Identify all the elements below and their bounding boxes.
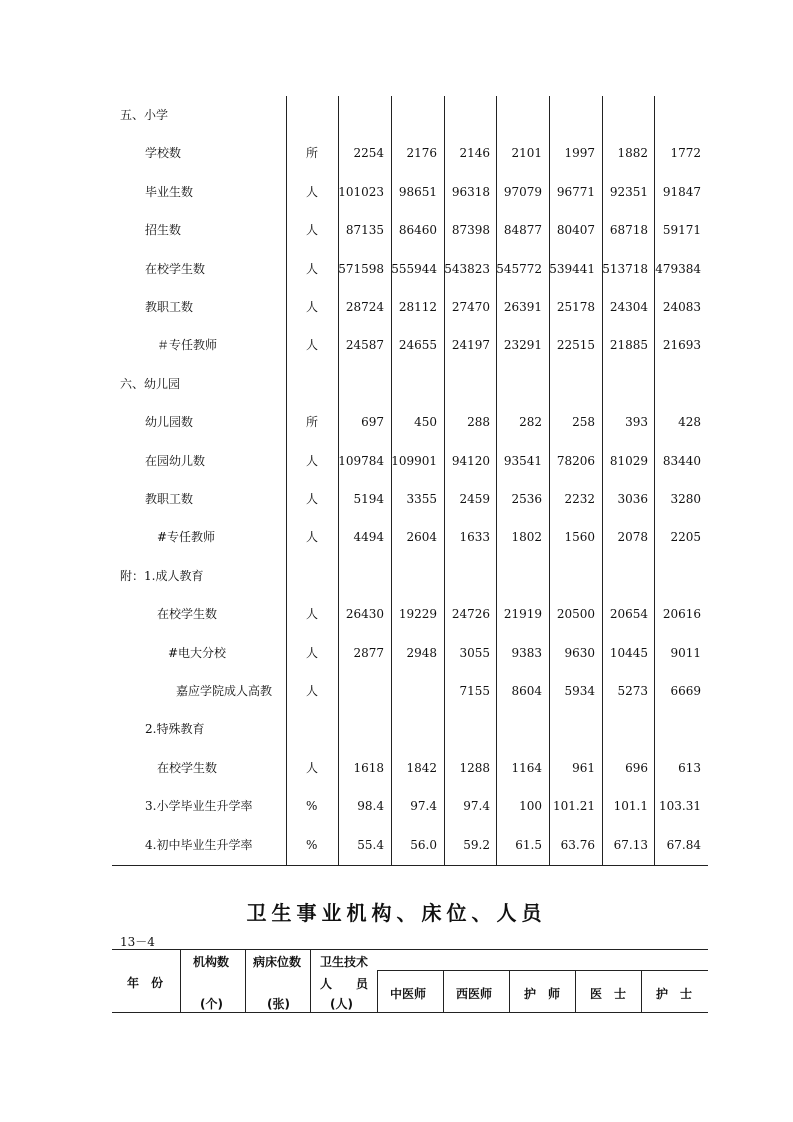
row-label: 教职工数 (145, 300, 194, 314)
row-value: 393 (625, 415, 648, 429)
row-unit: 人 (306, 185, 319, 199)
row-value: 555944 (391, 262, 437, 276)
table-divider (549, 96, 550, 866)
row-value: 450 (414, 415, 437, 429)
row-value: 543823 (444, 262, 490, 276)
row-value: 539441 (549, 262, 595, 276)
row-value: 61.5 (515, 838, 542, 852)
row-unit: 人 (306, 684, 319, 698)
row-label: 幼儿园数 (145, 415, 194, 429)
header-divider (245, 949, 246, 1012)
row-value: 19229 (398, 607, 437, 621)
row-unit: 人 (306, 761, 319, 775)
row-value: 24197 (451, 338, 490, 352)
section-title: 卫生事业机构、床位、人员 (246, 901, 547, 925)
row-value: 80407 (556, 223, 595, 237)
table-divider (654, 96, 655, 866)
row-value: 98651 (398, 185, 437, 199)
row-value: 59171 (662, 223, 701, 237)
header-divider (180, 949, 181, 1012)
row-value: 428 (678, 415, 701, 429)
row-label: 在校学生数 (157, 761, 218, 775)
row-value: 93541 (503, 454, 542, 468)
header-divider (641, 970, 642, 1012)
row-value: 961 (572, 761, 595, 775)
nurse-header: 护 士 (656, 987, 693, 1001)
row-value: 479384 (655, 262, 701, 276)
row-value: 87398 (451, 223, 490, 237)
row-value: 23291 (503, 338, 542, 352)
row-value: 67.13 (613, 838, 648, 852)
table-divider (496, 96, 497, 866)
row-value: 3280 (670, 492, 701, 506)
row-value: 2948 (406, 646, 437, 660)
row-value: 9383 (511, 646, 542, 660)
header-divider (575, 970, 576, 1012)
row-value: 55.4 (357, 838, 384, 852)
row-value: 6669 (670, 684, 701, 698)
row-unit: 人 (306, 454, 319, 468)
header-divider (310, 949, 311, 1012)
institutions-header: 机构数 (193, 955, 230, 969)
row-label: 2.特殊教育 (145, 722, 205, 736)
row-label: 在校学生数 (157, 607, 218, 621)
row-value: 5273 (617, 684, 648, 698)
row-value: 2232 (564, 492, 595, 506)
western-doctor-header: 西医师 (456, 987, 493, 1001)
row-value: 28112 (398, 300, 437, 314)
row-value: 100 (519, 799, 542, 813)
table-divider (391, 96, 392, 866)
row-label: #专任教师 (157, 530, 216, 544)
row-value: 96771 (556, 185, 595, 199)
row-label: 六、幼儿园 (120, 377, 181, 391)
table-bottom-rule (112, 865, 708, 866)
row-label: 3.小学毕业生升学率 (145, 799, 253, 813)
table-divider (444, 96, 445, 866)
row-value: 4494 (353, 530, 384, 544)
table-divider (602, 96, 603, 866)
row-label: 招生数 (145, 223, 182, 237)
row-value: 59.2 (463, 838, 490, 852)
row-value: 25178 (556, 300, 595, 314)
header-top-rule (112, 949, 708, 950)
row-label: ＃专任教师 (157, 338, 218, 352)
row-unit: % (306, 799, 318, 813)
row-value: 26430 (345, 607, 384, 621)
row-value: 101.1 (613, 799, 648, 813)
row-label: #电大分校 (168, 646, 227, 660)
row-value: 78206 (556, 454, 595, 468)
row-value: 697 (361, 415, 384, 429)
row-label: 教职工数 (145, 492, 194, 506)
row-value: 101023 (338, 185, 384, 199)
row-value: 109901 (391, 454, 437, 468)
row-value: 1997 (564, 146, 595, 160)
row-value: 22515 (556, 338, 595, 352)
row-value: 97079 (503, 185, 542, 199)
row-value: 10445 (609, 646, 648, 660)
row-label: 五、小学 (120, 108, 169, 122)
institutions-unit: (个) (200, 997, 223, 1011)
row-value: 258 (572, 415, 595, 429)
staff-header: 卫生技术 (320, 955, 369, 969)
row-value: 8604 (511, 684, 542, 698)
row-value: 24083 (662, 300, 701, 314)
row-value: 2536 (511, 492, 542, 506)
row-unit: 所 (306, 146, 319, 160)
row-value: 63.76 (560, 838, 595, 852)
row-value: 1842 (406, 761, 437, 775)
row-unit: 人 (306, 223, 319, 237)
row-unit: 人 (306, 646, 319, 660)
row-value: 2176 (406, 146, 437, 160)
row-value: 27470 (451, 300, 490, 314)
row-value: 67.84 (666, 838, 701, 852)
row-value: 288 (467, 415, 490, 429)
row-label: 附：1.成人教育 (120, 569, 204, 583)
row-value: 282 (519, 415, 542, 429)
row-value: 24304 (609, 300, 648, 314)
row-value: 81029 (609, 454, 648, 468)
table-divider (338, 96, 339, 866)
row-value: 24587 (345, 338, 384, 352)
row-value: 2254 (353, 146, 384, 160)
assistant-doctor-header: 医 士 (590, 987, 627, 1001)
row-value: 3055 (459, 646, 490, 660)
row-value: 5194 (353, 492, 384, 506)
row-unit: 人 (306, 607, 319, 621)
header-divider (377, 970, 378, 1012)
row-value: 1164 (511, 761, 542, 775)
row-value: 96318 (451, 185, 490, 199)
row-value: 513718 (602, 262, 648, 276)
row-unit: % (306, 838, 318, 852)
row-unit: 人 (306, 262, 319, 276)
row-value: 87135 (345, 223, 384, 237)
row-value: 2101 (511, 146, 542, 160)
beds-header: 病床位数 (253, 955, 302, 969)
row-value: 1560 (564, 530, 595, 544)
row-value: 24726 (451, 607, 490, 621)
row-value: 1288 (459, 761, 490, 775)
row-value: 103.31 (659, 799, 701, 813)
row-value: 7155 (459, 684, 490, 698)
row-unit: 人 (306, 338, 319, 352)
row-value: 2877 (353, 646, 384, 660)
header-divider (443, 970, 444, 1012)
row-value: 101.21 (553, 799, 595, 813)
row-value: 2078 (617, 530, 648, 544)
row-value: 24655 (398, 338, 437, 352)
row-value: 2146 (459, 146, 490, 160)
header-divider (509, 970, 510, 1012)
row-label: 毕业生数 (145, 185, 194, 199)
row-value: 545772 (496, 262, 542, 276)
row-value: 20654 (609, 607, 648, 621)
row-value: 2604 (406, 530, 437, 544)
row-value: 9011 (670, 646, 701, 660)
row-value: 84877 (503, 223, 542, 237)
row-value: 3036 (617, 492, 648, 506)
row-value: 83440 (662, 454, 701, 468)
row-value: 91847 (662, 185, 701, 199)
row-value: 1802 (511, 530, 542, 544)
row-label: 嘉应学院成人高教 (176, 684, 273, 698)
row-value: 56.0 (410, 838, 437, 852)
row-value: 2459 (459, 492, 490, 506)
row-value: 613 (678, 761, 701, 775)
senior-nurse-header: 护 师 (524, 987, 561, 1001)
row-value: 1633 (459, 530, 490, 544)
row-value: 20616 (662, 607, 701, 621)
header-bottom-rule (112, 1012, 708, 1013)
row-value: 1618 (353, 761, 384, 775)
row-value: 571598 (338, 262, 384, 276)
row-value: 20500 (556, 607, 595, 621)
table-divider (286, 96, 287, 866)
row-value: 21885 (609, 338, 648, 352)
row-value: 9630 (564, 646, 595, 660)
row-value: 5934 (564, 684, 595, 698)
row-value: 28724 (345, 300, 384, 314)
row-value: 68718 (609, 223, 648, 237)
row-value: 98.4 (357, 799, 384, 813)
row-value: 86460 (398, 223, 437, 237)
row-value: 92351 (609, 185, 648, 199)
row-value: 696 (625, 761, 648, 775)
staff-unit: (人) (330, 997, 353, 1011)
row-value: 21693 (662, 338, 701, 352)
row-value: 1772 (670, 146, 701, 160)
row-value: 26391 (503, 300, 542, 314)
beds-unit: (张) (267, 997, 290, 1011)
row-unit: 所 (306, 415, 319, 429)
row-label: 学校数 (145, 146, 182, 160)
row-value: 1882 (617, 146, 648, 160)
row-value: 97.4 (463, 799, 490, 813)
row-unit: 人 (306, 530, 319, 544)
row-label: 在园幼儿数 (145, 454, 206, 468)
staff-header-line2: 人 员 (320, 977, 369, 991)
header-sub-rule (377, 970, 708, 971)
row-label: 4.初中毕业生升学率 (145, 838, 253, 852)
row-unit: 人 (306, 300, 319, 314)
row-value: 21919 (503, 607, 542, 621)
year-header: 年 份 (127, 976, 164, 990)
row-value: 109784 (338, 454, 384, 468)
row-value: 97.4 (410, 799, 437, 813)
row-value: 94120 (451, 454, 490, 468)
tcm-doctor-header: 中医师 (390, 987, 427, 1001)
row-value: 3355 (406, 492, 437, 506)
row-label: 在校学生数 (145, 262, 206, 276)
row-unit: 人 (306, 492, 319, 506)
table-code: 13－4 (120, 935, 155, 949)
row-value: 2205 (670, 530, 701, 544)
